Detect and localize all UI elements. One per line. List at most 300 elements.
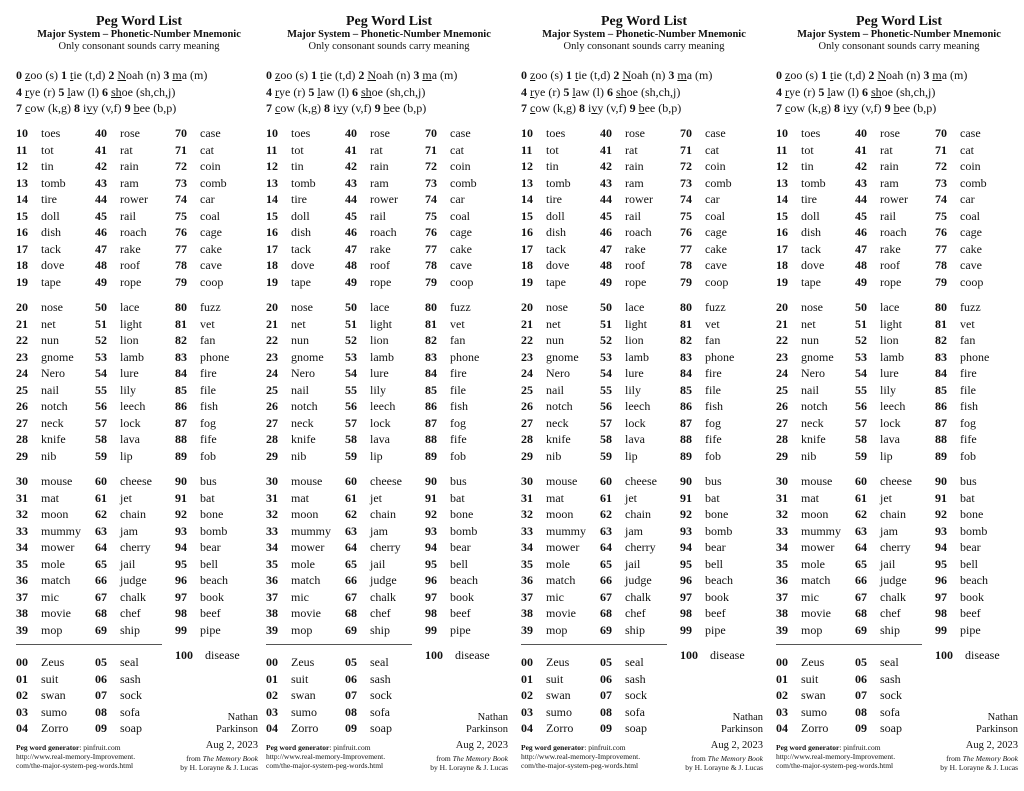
peg-row [425,142,477,159]
peg-column [855,473,912,638]
peg-word: bus [200,474,217,488]
peg-word: cake [960,241,982,256]
peg-word: fish [200,399,218,413]
peg-number: 02 [776,688,788,702]
peg-number: 48 [855,258,867,272]
peg-word: cake [450,241,472,256]
panel-subtitle: Major System – Phonetic-Number Mnemonic [797,29,1001,40]
key-word: ee (b,p) [139,101,177,115]
peg-number: 06 [855,671,867,686]
peg-column [425,647,490,664]
key-line [16,84,175,100]
peg-word: doll [41,208,60,223]
peg-number: 92 [680,507,692,521]
peg-row [95,605,152,622]
peg-row [266,589,331,606]
peg-number: 18 [776,258,788,272]
peg-number: 57 [345,415,357,430]
peg-row [16,274,66,291]
generator-link[interactable]: : pinfruit.com [329,743,371,752]
peg-row [345,365,395,382]
peg-row [16,605,81,622]
key-digit: 7 [16,101,22,115]
peg-word: file [960,382,976,397]
peg-word: lion [880,333,899,347]
peg-row [425,158,477,175]
peg-number: 05 [600,655,612,669]
peg-number: 48 [345,258,357,272]
key-word: ow (k,g) [790,101,831,115]
peg-row [600,589,657,606]
peg-number: 47 [600,241,612,256]
generator-line [266,743,385,752]
peg-word: lip [370,448,383,463]
peg-row [855,506,912,523]
peg-number: 19 [266,274,278,289]
key-letter: m [677,68,687,82]
peg-row [266,332,324,349]
peg-row [345,158,398,175]
peg-word: cake [200,241,222,256]
peg-word: lure [120,366,139,380]
peg-number: 66 [600,573,612,587]
peg-number: 82 [680,333,692,347]
peg-number: 70 [935,126,947,140]
peg-word: lock [625,415,646,430]
peg-row [600,506,657,523]
peg-word: pipe [200,622,221,637]
peg-word: beach [450,573,478,587]
peg-row [600,299,650,316]
peg-number: 46 [855,225,867,239]
panel-subtitle: Major System – Phonetic-Number Mnemonic [37,29,241,40]
peg-word: mic [291,589,309,604]
key-digit: 0 [16,68,22,82]
peg-row [521,224,571,241]
peg-row [600,224,653,241]
peg-row [521,316,579,333]
peg-number: 52 [600,333,612,347]
peg-word: lock [370,415,391,430]
peg-number: 15 [266,208,278,223]
peg-word: lamb [370,349,394,364]
peg-word: nose [801,300,823,314]
peg-number: 16 [776,225,788,239]
peg-word: cat [960,142,974,157]
source-url-line[interactable]: http://www.real-memory-Improvement. [16,752,136,761]
peg-word: lure [880,366,899,380]
key-word: y (v,f) [597,101,627,115]
peg-number: 21 [16,316,28,331]
peg-column [266,299,324,464]
peg-row [95,274,148,291]
peg-row [935,241,987,258]
peg-row [600,142,653,159]
peg-word: fife [200,432,217,446]
peg-number: 45 [95,208,107,223]
peg-row [680,605,733,622]
peg-number: 15 [16,208,28,223]
peg-word: fire [960,366,977,380]
peg-number: 48 [95,258,107,272]
date: Aug 2, 2023 [710,740,763,751]
peg-word: rail [370,208,386,223]
key-word: ie (t,d) [73,68,106,82]
peg-row [935,490,988,507]
peg-row [266,431,324,448]
peg-number: 87 [680,415,692,430]
peg-row [425,448,479,465]
source-url-line[interactable]: com/the-major-system-peg-words.html [16,761,134,770]
peg-word: tape [546,274,566,289]
peg-word: judge [625,573,652,587]
peg-number: 87 [425,415,437,430]
peg-row [425,175,477,192]
peg-word: mower [41,540,75,554]
peg-row [521,622,586,639]
source-url-line[interactable]: http://www.real-memory-Improvement. [266,752,386,761]
peg-row [345,506,402,523]
peg-word: mummy [801,523,842,538]
peg-number: 47 [855,241,867,256]
peg-row [266,523,331,540]
peg-word: fish [705,399,723,413]
peg-word: mop [291,622,313,637]
peg-word: ram [370,175,389,190]
peg-number: 93 [425,523,437,538]
panel-tagline: Only consonant sounds carry meaning [818,41,980,52]
peg-word: disease [455,648,490,662]
generator-link[interactable]: : pinfruit.com [584,743,626,752]
peg-column [175,299,229,464]
peg-word: toes [801,126,821,140]
peg-word: cage [200,225,222,239]
peg-number: 91 [425,490,437,505]
peg-word: leech [120,399,146,413]
peg-number: 03 [266,704,278,719]
peg-number: 39 [16,622,28,637]
peg-row [266,299,324,316]
key-digit: 0 [266,68,272,82]
peg-row [175,332,229,349]
peg-row [175,431,229,448]
peg-row [521,448,579,465]
peg-number: 77 [935,241,947,256]
peg-row [776,556,841,573]
peg-row [935,506,988,523]
peg-row [266,671,318,688]
peg-row [521,175,571,192]
peg-column [521,654,573,737]
key-letter: z [275,68,281,82]
peg-word: seal [880,655,899,669]
peg-row [266,158,316,175]
peg-row [175,539,228,556]
key-letter: z [785,68,791,82]
peg-row [600,332,650,349]
peg-row [776,589,841,606]
peg-row [16,316,74,333]
peg-word: car [450,192,465,206]
peg-number: 35 [266,556,278,571]
peg-word: beef [200,606,221,620]
peg-word: bear [960,540,981,554]
peg-number: 09 [600,721,612,735]
peg-word: tomb [801,175,826,190]
peg-word: tire [801,192,817,206]
peg-number: 29 [521,448,533,463]
peg-row [16,704,68,721]
peg-word: cherry [120,540,151,554]
peg-row [95,556,152,573]
key-word: aw (l) [320,84,349,99]
peg-number: 55 [345,382,357,397]
peg-column [95,473,152,638]
source-url-line[interactable]: com/the-major-system-peg-words.html [776,761,894,770]
peg-word: sofa [880,704,900,719]
peg-word: jet [120,490,132,505]
peg-number: 26 [521,399,533,413]
peg-number: 84 [425,366,437,380]
key-letter: t [70,68,74,82]
book-credit [940,754,1018,772]
peg-row [175,523,228,540]
peg-number: 38 [16,606,28,620]
credit-line [940,754,1018,763]
peg-word: coal [450,208,470,223]
peg-row [680,572,733,589]
peg-number: 31 [521,490,533,505]
peg-column [345,299,395,464]
peg-row [855,589,912,606]
source-url-line[interactable]: http://www.real-memory-Improvement. [521,752,641,761]
peg-word: beef [960,606,981,620]
key-letter: v [591,101,598,115]
peg-word: jam [625,523,643,538]
peg-number: 08 [855,704,867,719]
credit-book: The Memory Book [452,754,508,763]
peg-row [776,671,828,688]
peg-row [425,605,478,622]
peg-row [95,490,152,507]
peg-word: soap [880,721,902,735]
peg-word: bone [450,507,474,521]
key-letter: sh [871,84,882,99]
peg-number: 59 [95,448,107,463]
peg-word: sumo [41,704,68,719]
peg-row [425,506,478,523]
peg-column [175,647,240,664]
peg-word: mouse [801,474,833,488]
key-digit: 4 [521,84,527,99]
peg-row [16,572,81,589]
peg-word: dove [291,258,315,272]
key-digit: 1 [61,68,67,82]
generator-link[interactable]: : pinfruit.com [839,743,881,752]
peg-number: 11 [16,142,28,157]
peg-number: 38 [776,606,788,620]
peg-row [855,332,905,349]
key-digit: 4 [776,84,782,99]
book-credit [685,754,763,772]
peg-word: cave [705,258,727,272]
key-word: oo (s) [30,68,58,82]
peg-number: 20 [521,300,533,314]
peg-word: notch [41,399,68,413]
peg-number: 64 [600,540,612,554]
peg-word: gnome [546,349,579,364]
peg-row [95,299,145,316]
peg-number: 25 [776,382,788,397]
peg-row [266,398,324,415]
peg-row [266,382,324,399]
peg-word: moon [291,507,319,521]
peg-word: nose [41,300,63,314]
peg-number: 71 [175,142,187,157]
peg-row [680,647,745,664]
peg-word: tot [801,142,814,157]
peg-row [521,671,573,688]
peg-row [175,349,229,366]
peg-number: 28 [776,432,788,446]
peg-row [521,605,586,622]
peg-row [776,382,834,399]
peg-number: 83 [175,349,187,364]
peg-word: roof [120,258,140,272]
peg-number: 95 [425,556,437,571]
peg-row [345,398,395,415]
peg-row [175,415,229,432]
key-word: aw (l) [70,84,99,99]
peg-row [935,299,989,316]
peg-word: nun [41,333,59,347]
key-line [776,84,935,100]
peg-row [266,316,324,333]
peg-row [600,398,650,415]
peg-word: chef [880,606,901,620]
peg-number: 63 [855,523,867,538]
peg-row [855,415,905,432]
peg-number: 61 [95,490,107,505]
peg-number: 11 [521,142,533,157]
key-letter: N [367,68,377,82]
peg-row [175,224,227,241]
peg-word: mummy [546,523,587,538]
peg-column [425,299,479,464]
peg-row [855,523,912,540]
peg-number: 60 [855,474,867,488]
peg-number: 41 [855,142,867,157]
peg-word: chalk [880,589,906,604]
key-letter: m [172,68,182,82]
peg-row [521,382,579,399]
peg-row [600,490,657,507]
peg-number: 90 [175,474,187,488]
peg-number: 30 [521,474,533,488]
peg-number: 08 [345,704,357,719]
peg-number: 13 [521,175,533,190]
peg-word: mop [546,622,568,637]
peg-number: 95 [935,556,947,571]
peg-word: phone [200,349,230,364]
peg-word: cat [705,142,719,157]
peg-number: 42 [855,159,867,173]
peg-row [345,274,398,291]
peg-row [855,142,908,159]
peg-word: tot [291,142,304,157]
peg-word: rail [880,208,896,223]
peg-number: 06 [95,671,107,686]
peg-number: 76 [680,225,692,239]
author-line: Nathan [477,712,508,723]
peg-row [345,415,395,432]
peg-row [345,316,395,333]
peg-word: beach [200,573,228,587]
peg-word: sofa [370,704,390,719]
peg-row [425,316,479,333]
peg-number: 44 [600,192,612,206]
key-word: oah (n) [886,68,921,82]
peg-number: 00 [521,655,533,669]
source-url-line[interactable]: http://www.real-memory-Improvement. [776,752,896,761]
peg-row [600,687,647,704]
peg-row [345,431,395,448]
generator-link[interactable]: : pinfruit.com [79,743,121,752]
peg-word: cat [450,142,464,157]
peg-row [425,490,478,507]
peg-row [521,257,571,274]
peg-number: 98 [680,606,692,620]
peg-number: 63 [600,523,612,538]
peg-row [600,316,650,333]
peg-number: 20 [266,300,278,314]
generator-credit [521,743,640,770]
peg-word: knife [546,432,571,446]
peg-number: 01 [266,671,278,686]
peg-word: rain [880,159,899,173]
peg-number: 39 [776,622,788,637]
peg-number: 32 [521,507,533,521]
peg-column [600,654,647,737]
source-url-line[interactable]: com/the-major-system-peg-words.html [266,761,384,770]
peg-number: 11 [776,142,788,157]
peg-word: tape [291,274,311,289]
peg-row [521,473,586,490]
peg-row [776,125,826,142]
peg-row [345,605,402,622]
peg-number: 17 [16,241,28,256]
peg-row [935,589,988,606]
peg-row [935,431,989,448]
peg-word: mat [801,490,819,505]
peg-number: 88 [935,432,947,446]
peg-word: lamb [880,349,904,364]
source-url-line[interactable]: com/the-major-system-peg-words.html [521,761,639,770]
peg-row [935,382,989,399]
peg-word: disease [710,648,745,662]
peg-word: light [880,316,903,331]
peg-word: tin [291,159,304,173]
peg-number: 53 [345,349,357,364]
peg-number: 27 [776,415,788,430]
peg-word: nib [801,448,817,463]
peg-word: rope [370,274,392,289]
peg-row [345,382,395,399]
peg-column [266,654,318,737]
peg-word: phone [705,349,735,364]
peg-word: ram [880,175,899,190]
peg-column [95,654,142,737]
